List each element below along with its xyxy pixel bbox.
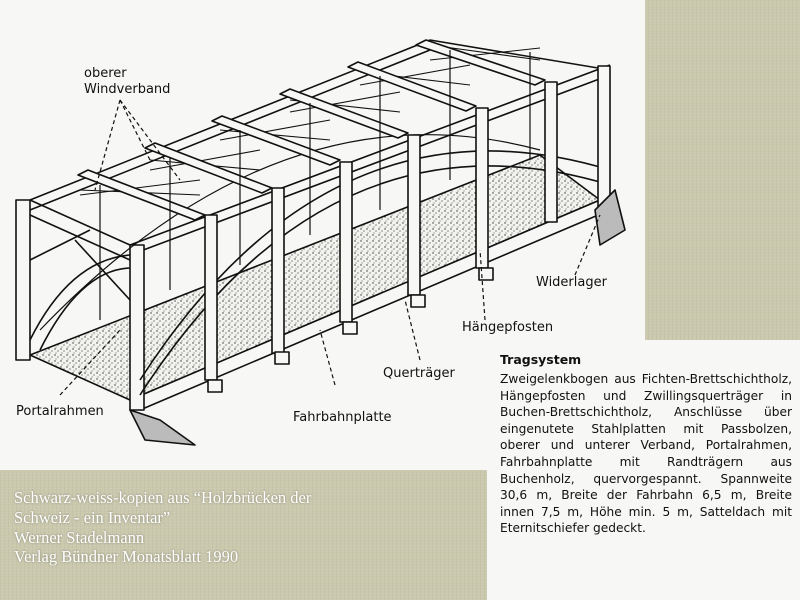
label-portalrahmen: Portalrahmen bbox=[16, 404, 104, 419]
portal-post-left bbox=[16, 200, 30, 360]
caption-line-3: Werner Stadelmann bbox=[14, 527, 145, 547]
label-oberer-windverband: oberer Windverband bbox=[84, 66, 171, 97]
tragsystem-title: Tragsystem bbox=[500, 352, 582, 367]
caption-line-4: Verlag Bündner Monatsblatt 1990 bbox=[14, 547, 239, 567]
label-fahrbahnplatte: Fahrbahnplatte bbox=[293, 410, 392, 425]
label-quertraeger: Querträger bbox=[383, 366, 455, 381]
label-haengepfosten: Hängepfosten bbox=[462, 320, 554, 335]
portal-post-right bbox=[130, 245, 144, 410]
caption-line-2: Schweiz - ein Inventar” bbox=[14, 507, 171, 527]
tragsystem-block bbox=[500, 352, 792, 537]
tragsystem-text: Zweigelenkbogen aus Fichten-Brettschichtholz, Hängepfosten und Zwillingsquerträger in Buchen-Brettschichtholz, Anschlüsse über eingenutete Stahlplatten mit Passbolzen, oberer und unterer Verband, Portalrahmen, Fahrbahnplatte mit Randträgern aus Buchenholz, quervorgespannt. Spannweite 30,6 m, Breite der Fahrbahn 6,5 m, Breite innen 7,5 m, Höhe min. 5 m, Satteldach mit Eternitschiefer gedeckt. bbox=[500, 372, 792, 536]
abutment-left bbox=[130, 410, 195, 445]
label-widerlager: Widerlager bbox=[536, 275, 607, 290]
caption-line-1: Schwarz-weiss-kopien aus “Holzbrücken der bbox=[14, 488, 312, 507]
source-caption bbox=[14, 488, 454, 567]
